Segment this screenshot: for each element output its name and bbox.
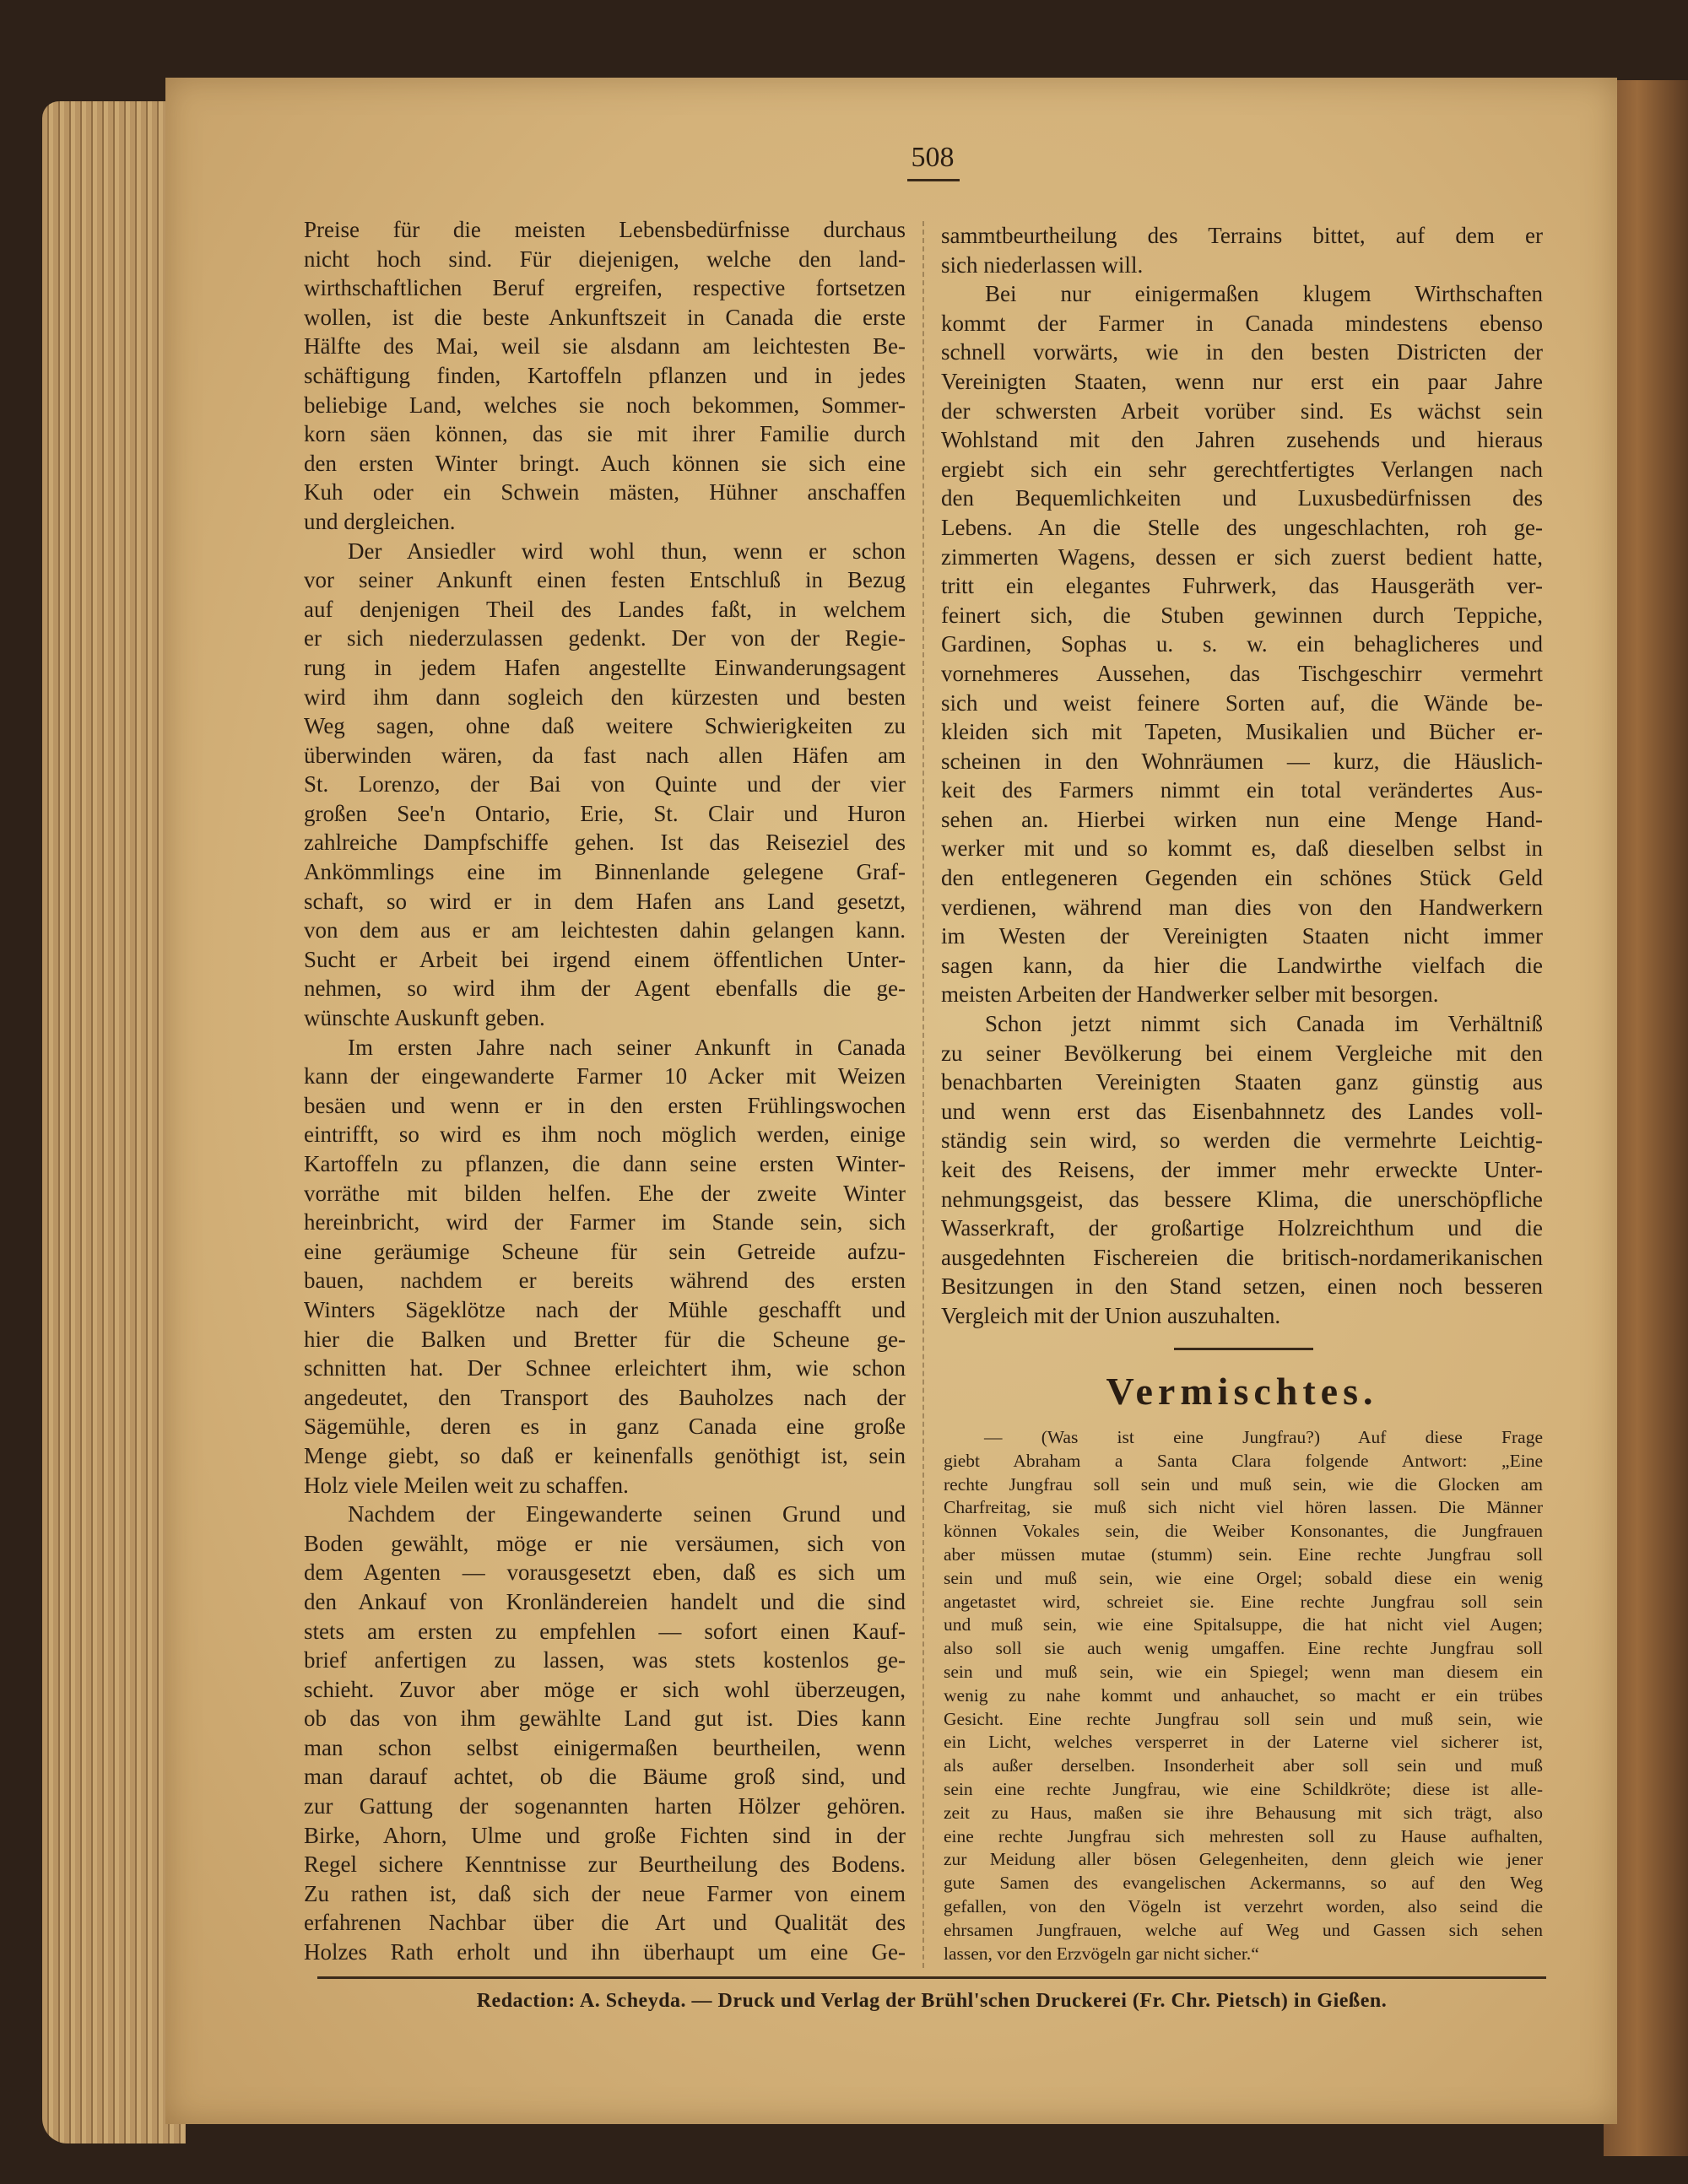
text-line: lassen, vor den Erzvögeln gar nicht sicher.“	[944, 1943, 1259, 1964]
text-line: Menge giebt, so daß er keinenfalls genöthigt ist, sein	[304, 1442, 906, 1468]
text-line: Wohlstand mit den Jahren zusehends und hieraus	[941, 427, 1543, 453]
text-line: schäftigung finden, Kartoffeln pflanzen und in jedes	[304, 362, 906, 388]
text-line: Bei nur einigermaßen klugem Wirthschaften	[985, 281, 1543, 307]
text-line: Preise für die meisten Lebensbedürfnisse durchaus	[304, 217, 906, 242]
text-line: hereinbricht, wird der Farmer im Stande sein, sich	[304, 1209, 906, 1235]
text-line: zur Meidung aller bösen Gelegenheiten, denn gleich wie jener	[944, 1849, 1543, 1870]
text-line: Birke, Ahorn, Ulme und große Fichten sind in der	[304, 1822, 906, 1848]
text-line: — (Was ist eine Jungfrau?) Auf diese Frage	[984, 1427, 1543, 1447]
text-line: St. Lorenzo, der Bai von Quinte und der vier	[304, 771, 906, 797]
text-line: Kartoffeln zu pflanzen, die dann seine ersten Winter-	[304, 1151, 906, 1176]
text-line: vorräthe mit bilden helfen. Ehe der zweite Winter	[304, 1180, 906, 1206]
text-line: Charfreitag, sie muß sich nicht viel hören lassen. Die Männer	[944, 1497, 1543, 1518]
text-line: verdienen, während man dies von den Handwerkern	[941, 894, 1543, 920]
text-line: aber müssen mutae (stumm) sein. Eine rechte Jungfrau soll	[944, 1543, 1543, 1565]
text-line: sein und muß sein, wie ein Spiegel; wenn man diesem ein	[944, 1661, 1543, 1682]
text-line: ergiebt sich ein sehr gerechtfertigtes Verlangen nach	[941, 456, 1543, 482]
text-line: Im ersten Jahre nach seiner Ankunft in Canada	[348, 1034, 906, 1060]
text-line: zu seiner Bevölkerung bei einem Vergleiche mit den	[941, 1040, 1543, 1066]
text-line: sein eine rechte Jungfrau, wie eine Schildkröte; diese ist alle-	[944, 1778, 1543, 1799]
text-line: besäen und wenn er in den ersten Frühlingswochen	[304, 1092, 906, 1118]
section-heading: Vermischtes.	[1106, 1370, 1378, 1413]
text-line: großen See'n Ontario, Erie, St. Clair und Huron	[304, 800, 906, 826]
text-line: ständig sein wird, so werden die vermehrte Leichtig-	[941, 1127, 1543, 1154]
text-line: Besitzungen in den Stand setzen, einen noch besseren	[941, 1273, 1543, 1300]
text-line: eintrifft, so wird es ihm noch möglich werden, einige	[304, 1122, 906, 1148]
text-line: und wenn erst das Eisenbahnnetz des Landes voll-	[941, 1098, 1543, 1124]
text-line: Sucht er Arbeit bei irgend einem öffentlichen Unter-	[304, 946, 906, 972]
text-line: wird ihm dann sogleich den kürzesten und besten	[304, 684, 906, 710]
text-line: Holzes Rath erholt und ihn überhaupt um eine Ge-	[304, 1939, 906, 1965]
text-line: Weg sagen, ohne daß weitere Schwierigkeiten zu	[304, 713, 906, 739]
text-line: und muß sein, wie eine Spitalsuppe, die hat nicht viel Augen;	[944, 1614, 1543, 1635]
text-line: rung in jedem Hafen angestellte Einwanderungsagent	[304, 654, 906, 680]
text-line: hier die Balken und Bretter für die Scheune ge-	[304, 1326, 906, 1352]
text-line: er sich niederzulassen gedenkt. Der von der Regie-	[304, 625, 906, 651]
text-line: Schon jetzt nimmt sich Canada im Verhältniß	[985, 1011, 1543, 1037]
text-line: keit des Reisens, der immer mehr erweckte Unter-	[941, 1157, 1543, 1182]
text-line: eine rechte Jungfrau sich mehresten soll zu Hause aufhalten,	[944, 1825, 1543, 1846]
text-line: zahlreiche Dampfschiffe gehen. Ist das Reiseziel des	[304, 830, 906, 856]
text-line: den ersten Winter bringt. Auch können sie sich eine	[304, 450, 906, 476]
text-line: auf denjenigen Theil des Landes faßt, in welchem	[304, 596, 906, 622]
text-line: kleiden sich mit Tapeten, Musikalien und Bücher er-	[941, 719, 1543, 745]
text-line: ein Licht, welches versperret in der Laterne viel sicherer ist,	[944, 1732, 1543, 1753]
text-line: bauen, nachdem er bereits während des ersten	[304, 1268, 906, 1294]
text-line: vornehmeres Aussehen, das Tischgeschirr vermehrt	[941, 660, 1543, 686]
text-line: zimmerten Wagens, dessen er sich zuerst bedient hatte,	[941, 543, 1543, 570]
text-line: giebt Abraham a Santa Clara folgende Antwort: „Eine	[944, 1450, 1543, 1471]
text-line: angedeutet, den Transport des Bauholzes nach der	[304, 1384, 906, 1410]
text-line: zur Gattung der sogenannten harten Hölzer gehören.	[304, 1793, 906, 1819]
text-line: meisten Arbeiten der Handwerker selber mit besorgen.	[941, 981, 1439, 1008]
text-line: den Ankauf von Kronländereien handelt und die sind	[304, 1588, 906, 1614]
text-line: schnell vorwärts, wie in den besten Districten der	[941, 339, 1543, 365]
text-line: Nachdem der Eingewanderte seinen Grund und	[348, 1501, 906, 1527]
left-column	[304, 215, 906, 1967]
text-line: Kuh oder ein Schwein mästen, Hühner anschaffen	[304, 479, 906, 505]
text-line: werker mit und so kommt es, daß dieselben selbst in	[941, 835, 1543, 862]
text-line: und dergleichen.	[304, 508, 456, 534]
text-line: Holz viele Meilen weit zu schaffen.	[304, 1472, 629, 1498]
text-line: den Bequemlichkeiten und Luxusbedürfnissen des	[941, 485, 1543, 511]
text-line: Winters Sägeklötze nach der Mühle geschafft und	[304, 1296, 906, 1322]
text-line: zeit zu Haus, maßen sie ihre Behausung mit sich trägt, also	[944, 1802, 1543, 1823]
text-line: als außer derselben. Insonderheit aber soll sein und muß	[944, 1755, 1543, 1776]
text-line: sich und weist feinere Sorten auf, die Wände be-	[941, 689, 1543, 716]
text-line: Sägemühle, deren es in ganz Canada eine große	[304, 1414, 906, 1440]
text-line: sagen kann, da hier die Landwirthe vielfach die	[941, 952, 1543, 978]
text-line: brief anfertigen zu lassen, was stets kostenlos ge-	[304, 1647, 906, 1673]
text-line: Regel sichere Kenntnisse zur Beurtheilung des Bodens.	[304, 1852, 906, 1878]
text-line: wollen, ist die beste Ankunftszeit in Canada die erste	[304, 304, 906, 330]
text-line: vor seiner Ankunft einen festen Entschluß in Bezug	[304, 567, 906, 593]
text-line: sein und muß sein, wie eine Orgel; sobald diese ein wenig	[944, 1567, 1543, 1588]
text-line: der schwersten Arbeit vorüber sind. Es wächst sein	[941, 397, 1543, 424]
text-line: schnitten hat. Der Schnee erleichtert ihm, wie schon	[304, 1355, 906, 1381]
text-line: ausgedehnten Fischereien die britisch-nordamerikanischen	[941, 1244, 1543, 1270]
text-line: Boden gewählt, möge er nie versäumen, sich von	[304, 1530, 906, 1556]
text-line: beliebige Land, welches sie noch bekommen, Sommer-	[304, 392, 906, 418]
text-line: gute Samen des evangelischen Ackermanns, so auf den Weg	[944, 1873, 1543, 1894]
section-divider	[1174, 1348, 1313, 1350]
text-line: man schon selbst einigermaßen beurtheilen, wenn	[304, 1734, 906, 1760]
text-line: korn säen können, das sie mit ihrer Familie durch	[304, 421, 906, 447]
text-line: Zu rathen ist, daß sich der neue Farmer von einem	[304, 1880, 906, 1906]
text-line: man darauf achtet, ob die Bäume groß sind, und	[304, 1764, 906, 1790]
text-line: Gardinen, Sophas u. s. w. ein behaglicheres und	[941, 631, 1543, 657]
text-line: rechte Jungfrau soll sein und muß sein, wie die Glocken am	[944, 1473, 1543, 1495]
column-divider	[922, 221, 924, 1968]
right-column	[941, 221, 1543, 1331]
page-number: 508	[911, 142, 955, 173]
section-text	[944, 1426, 1543, 1965]
text-line: können Vokales sein, die Weiber Konsonantes, die Jungfrauen	[944, 1521, 1543, 1542]
text-line: kommt der Farmer in Canada mindestens ebenso	[941, 310, 1543, 336]
text-line: kann der eingewanderte Farmer 10 Acker mit Weizen	[304, 1063, 906, 1089]
text-line: feinert sich, die Stuben gewinnen durch Teppiche,	[941, 602, 1543, 628]
text-line: Ankömmlings eine im Binnenlande gelegene Graf-	[304, 859, 906, 885]
text-line: Der Ansiedler wird wohl thun, wenn er schon	[348, 538, 906, 564]
text-line: angetastet wird, schreiet sie. Eine rechte Jungfrau soll sein	[944, 1591, 1543, 1612]
text-line: also soll sie auch wenig umgaffen. Eine rechte Jungfrau soll	[944, 1638, 1543, 1659]
page-number-rule	[907, 179, 960, 181]
text-line: Vergleich mit der Union auszuhalten.	[941, 1302, 1281, 1328]
text-line: im Westen der Vereinigten Staaten nicht immer	[941, 923, 1543, 949]
text-line: Wasserkraft, der großartige Holzreichthum und die	[941, 1215, 1543, 1241]
text-line: benachbarten Vereinigten Staaten ganz günstig aus	[941, 1069, 1543, 1095]
text-line: ob das von ihm gewählte Land gut ist. Dies kann	[304, 1706, 906, 1732]
text-line: den entlegeneren Gegenden ein schönes Stück Geld	[941, 865, 1543, 891]
text-line: gefallen, von den Vögeln ist verzehrt worden, also seind die	[944, 1895, 1543, 1916]
text-line: Lebens. An die Stelle des ungeschlachten, roh ge-	[941, 514, 1543, 540]
text-line: nehmungsgeist, das bessere Klima, die unerschöpfliche	[941, 1186, 1543, 1212]
text-line: scheinen in den Wohnräumen — kurz, die Häuslich-	[941, 748, 1543, 774]
text-line: Gesicht. Eine rechte Jungfrau soll sein und muß sein, wie	[944, 1708, 1543, 1729]
text-line: schieht. Zuvor aber möge er sich wohl überzeugen,	[304, 1676, 906, 1702]
text-line: ehrsamen Jungfrauen, welche auf Weg und Gassen sich sehen	[944, 1919, 1543, 1940]
imprint-footer: Redaction: A. Scheyda. — Druck und Verlag der Brühl'schen Druckerei (Fr. Chr. Pietsch) in Gießen.	[476, 1990, 1388, 2012]
text-line: Hälfte des Mai, weil sie alsdann am leichtesten Be-	[304, 333, 906, 359]
text-line: eine geräumige Scheune für sein Getreide aufzu-	[304, 1238, 906, 1264]
text-line: nehmen, so wird ihm der Agent ebenfalls die ge-	[304, 976, 906, 1002]
text-line: wenig zu nahe kommt und anhauchet, so macht er ein trübes	[944, 1684, 1543, 1706]
text-line: stets am ersten zu empfehlen — sofort einen Kauf-	[304, 1618, 906, 1644]
footer-rule	[317, 1976, 1546, 1979]
text-line: sammtbeurtheilung des Terrains bittet, auf dem er	[941, 223, 1543, 248]
text-line: wirthschaftlichen Beruf ergreifen, respective fortsetzen	[304, 275, 906, 301]
text-line: nicht hoch sind. Für diejenigen, welche den land-	[304, 246, 906, 272]
text-line: von dem aus er am leichtesten dahin gelangen kann.	[304, 917, 906, 943]
text-line: dem Agenten — vorausgesetzt eben, daß es sich um	[304, 1560, 906, 1586]
text-line: Vereinigten Staaten, wenn nur erst ein paar Jahre	[941, 368, 1543, 394]
text-line: wünschte Auskunft geben.	[304, 1005, 545, 1031]
text-line: tritt ein elegantes Fuhrwerk, das Hausgeräth ver-	[941, 573, 1543, 599]
book-page-edges	[42, 101, 186, 2143]
text-line: schaft, so wird er in dem Hafen ans Land gesetzt,	[304, 888, 906, 914]
text-line: überwinden wären, da fast nach allen Häfen am	[304, 742, 906, 768]
text-line: sich niederlassen will.	[941, 251, 1144, 278]
text-line: keit des Farmers nimmt ein total verändertes Aus-	[941, 777, 1543, 803]
text-line: erfahrenen Nachbar über die Art und Qualität des	[304, 1910, 906, 1936]
text-line: sehen an. Hierbei wirken nun eine Menge Hand-	[941, 806, 1543, 832]
